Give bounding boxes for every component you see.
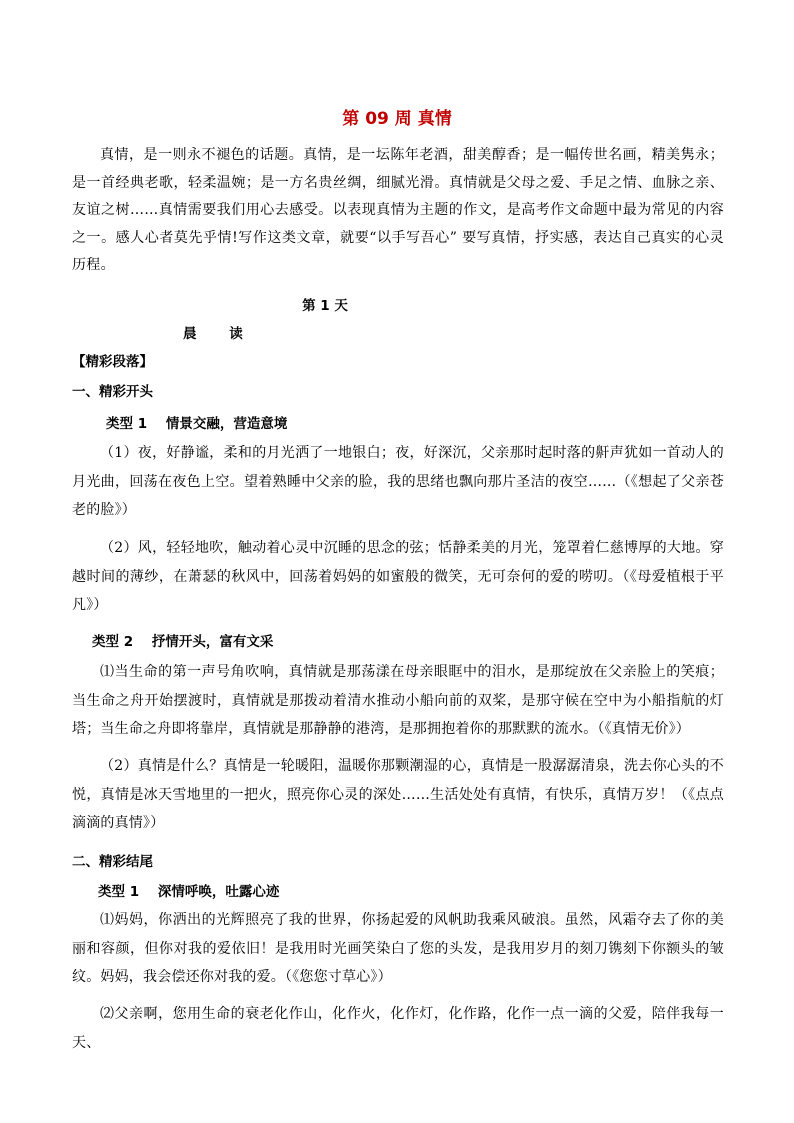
intro-paragraph: 真情，是一则永不褪色的话题。真情，是一坛陈年老酒，甜美醇香；是一幅传世名画，精美隽永；是一首经典老歌，轻柔温婉；是一方名贵丝绸，细腻光滑。真情就是父母之爱、手足之情、血脉之亲、友谊之树……真情需要我们用心去感受。以表现真情为主题的作文，是高考作文命题中最为常见的内容之一。感人心者莫先乎情!写作这类文章，就要“以手写吾心” 要写真情，抒实感，表达自己真实的心灵历程。	[72, 147, 724, 273]
page-title: 第 09 周 真情	[342, 109, 452, 129]
opening-paragraph-1: （1）夜，好静谧，柔和的月光洒了一地银白；夜，好深沉，父亲那时起时落的鼾声犹如一首动人的月光曲，回荡在夜色上空。望着熟睡中父亲的脸，我的思绪也飘向那片圣洁的夜空……（《想起了父亲苍老的脸》）	[72, 445, 724, 518]
ending-paragraph-1: ⑴妈妈，你洒出的光辉照亮了我的世界，你扬起爱的风帆助我乘风破浪。虽然，风霜夺去了你的美丽和容颜，但你对我的爱依旧！是我用时光画笑染白了您的头发，是我用岁月的刻刀镌刻下你额头的皱纹。妈妈，我会偿还你对我的爱。（《您您寸草心》）	[72, 912, 724, 985]
morning-reading-heading: 晨 读	[183, 326, 257, 342]
opening-paragraph-4: （2）真情是什么？真情是一轮暖阳，温暖你那颗潮湿的心，真情是一股潺潺清泉，洗去你心头的不悦，真情是冰天雪地里的一把火，照亮你心灵的深处……生活处处有真情，有快乐，真情万岁！（《点点滴滴的真情》）	[72, 758, 724, 831]
opening-paragraph-2: （2）风，轻轻地吹，触动着心灵中沉睡的思念的弦；恬静柔美的月光，笼罩着仁慈博厚的大地。穿越时间的薄纱，在萧瑟的秋风中，回荡着妈妈的如蜜般的微笑，无可奈何的爱的唠叨。（《母爱植根于平凡》）	[72, 540, 724, 613]
opening-heading: 一、精彩开头	[72, 384, 153, 400]
ending-paragraph-2: ⑵父亲啊，您用生命的衰老化作山，化作火，化作灯，化作路，化作一点一滴的父爱，陪伴我每一天、	[72, 1006, 724, 1051]
opening-paragraph-3: ⑴当生命的第一声号角吹响，真情就是那荡漾在母亲眼眶中的泪水，是那绽放在父亲脸上的笑痕；当生命之舟开始摆渡时，真情就是那拨动着清水推动小船向前的双桨，是那守候在空中为小船指航的灯塔；当生命之舟即将靠岸，真情就是那静静的港湾，是那拥抱着你的那默默的流水。（《真情无价》）	[72, 664, 724, 737]
ending-type1-heading: 类型 1 深情呼唤，吐露心迹	[98, 884, 280, 900]
opening-type2-heading: 类型 2 抒情开头，富有文采	[92, 634, 274, 650]
ending-heading: 二、精彩结尾	[72, 854, 153, 870]
opening-type1-heading: 类型 1 情景交融，营造意境	[106, 416, 288, 432]
day-heading: 第 1 天	[302, 298, 348, 314]
section-tag: 【精彩段落】	[72, 354, 153, 370]
